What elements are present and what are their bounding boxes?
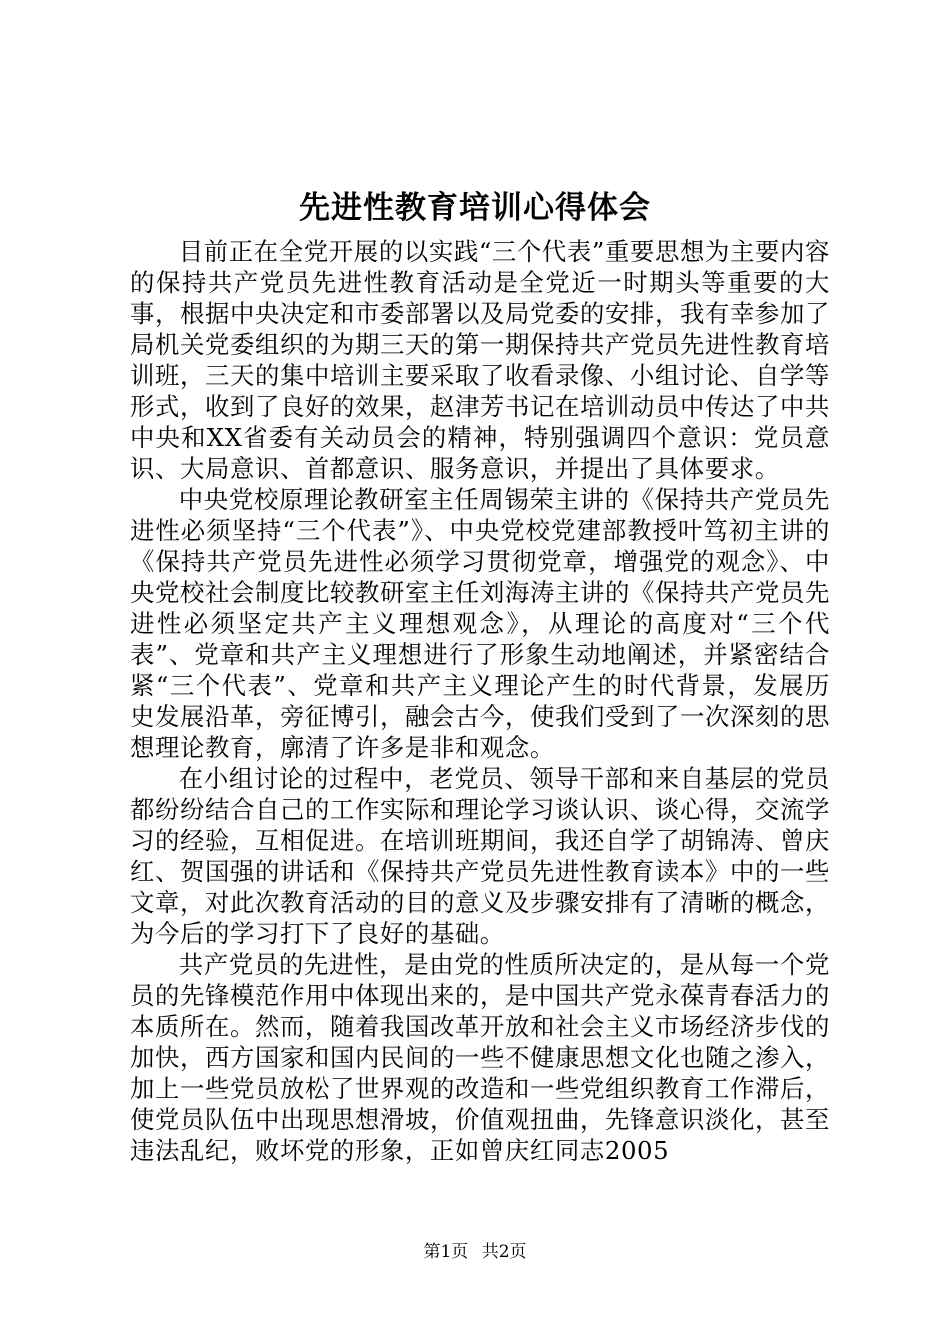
paragraph-3: 在小组讨论的过程中，老党员、领导干部和来自基层的党员都纷纷结合自己的工作实际和理论学习谈认识、谈心得，交流学习的经验，互相促进。在培训班期间，我还自学了胡锦涛、曾庆红、贺国强的讲话和《保持共产党员先进性教育读本》中的一些文章，对此次教育活动的目的意义及步骤安排有了清晰的概念，为今后的学习打下了良好的基础。	[130, 764, 830, 948]
page-footer	[0, 1240, 950, 1264]
page-number: 第1页	[423, 1242, 469, 1262]
paragraph-2: 中央党校原理论教研室主任周锡荣主讲的《保持共产党员先进性必须坚持“三个代表”》、中央党校党建部教授叶笃初主讲的《保持共产党员先进性必须学习贯彻党章，增强党的观念》、中央党校社会制度比较教研室主任刘海涛主讲的《保持共产党员先进性必须坚定共产主义理想观念》，从理论的高度对“三个代表”、党章和共产主义理想进行了形象生动地阐述，并紧密结合紧“三个代表”、党章和共产主义理论产生的时代背景，发展历史发展沿革，旁征博引，融会古今，使我们受到了一次深刻的思想理论教育，廓清了许多是非和观念。	[130, 485, 830, 762]
document-body	[130, 236, 830, 1166]
document-title: 先进性教育培训心得体会	[299, 190, 651, 226]
page-total: 共2页	[481, 1242, 527, 1262]
paragraph-1: 目前正在全党开展的以实践“三个代表”重要思想为主要内容的保持共产党员先进性教育活动是全党近一时期头等重要的大事，根据中央决定和市委部署以及局党委的安排，我有幸参加了局机关党委组织的为期三天的第一期保持共产党员先进性教育培训班，三天的集中培训主要采取了收看录像、小组讨论、自学等形式，收到了良好的效果，赵津芳书记在培训动员中传达了中共中央和XX省委有关动员会的精神，特别强调四个意识：党员意识、大局意识、首都意识、服务意识，并提出了具体要求。	[130, 237, 830, 483]
paragraph-4: 共产党员的先进性，是由党的性质所决定的，是从每一个党员的先锋模范作用中体现出来的，是中国共产党永葆青春活力的本质所在。然而，随着我国改革开放和社会主义市场经济步伐的加快，西方国家和国内民间的一些不健康思想文化也随之渗入，加上一些党员放松了世界观的改造和一些党组织教育工作滞后，使党员队伍中出现思想滑坡，价值观扭曲，先锋意识淡化，甚至违法乱纪，败坏党的形象，正如曾庆红同志2005	[130, 950, 830, 1165]
